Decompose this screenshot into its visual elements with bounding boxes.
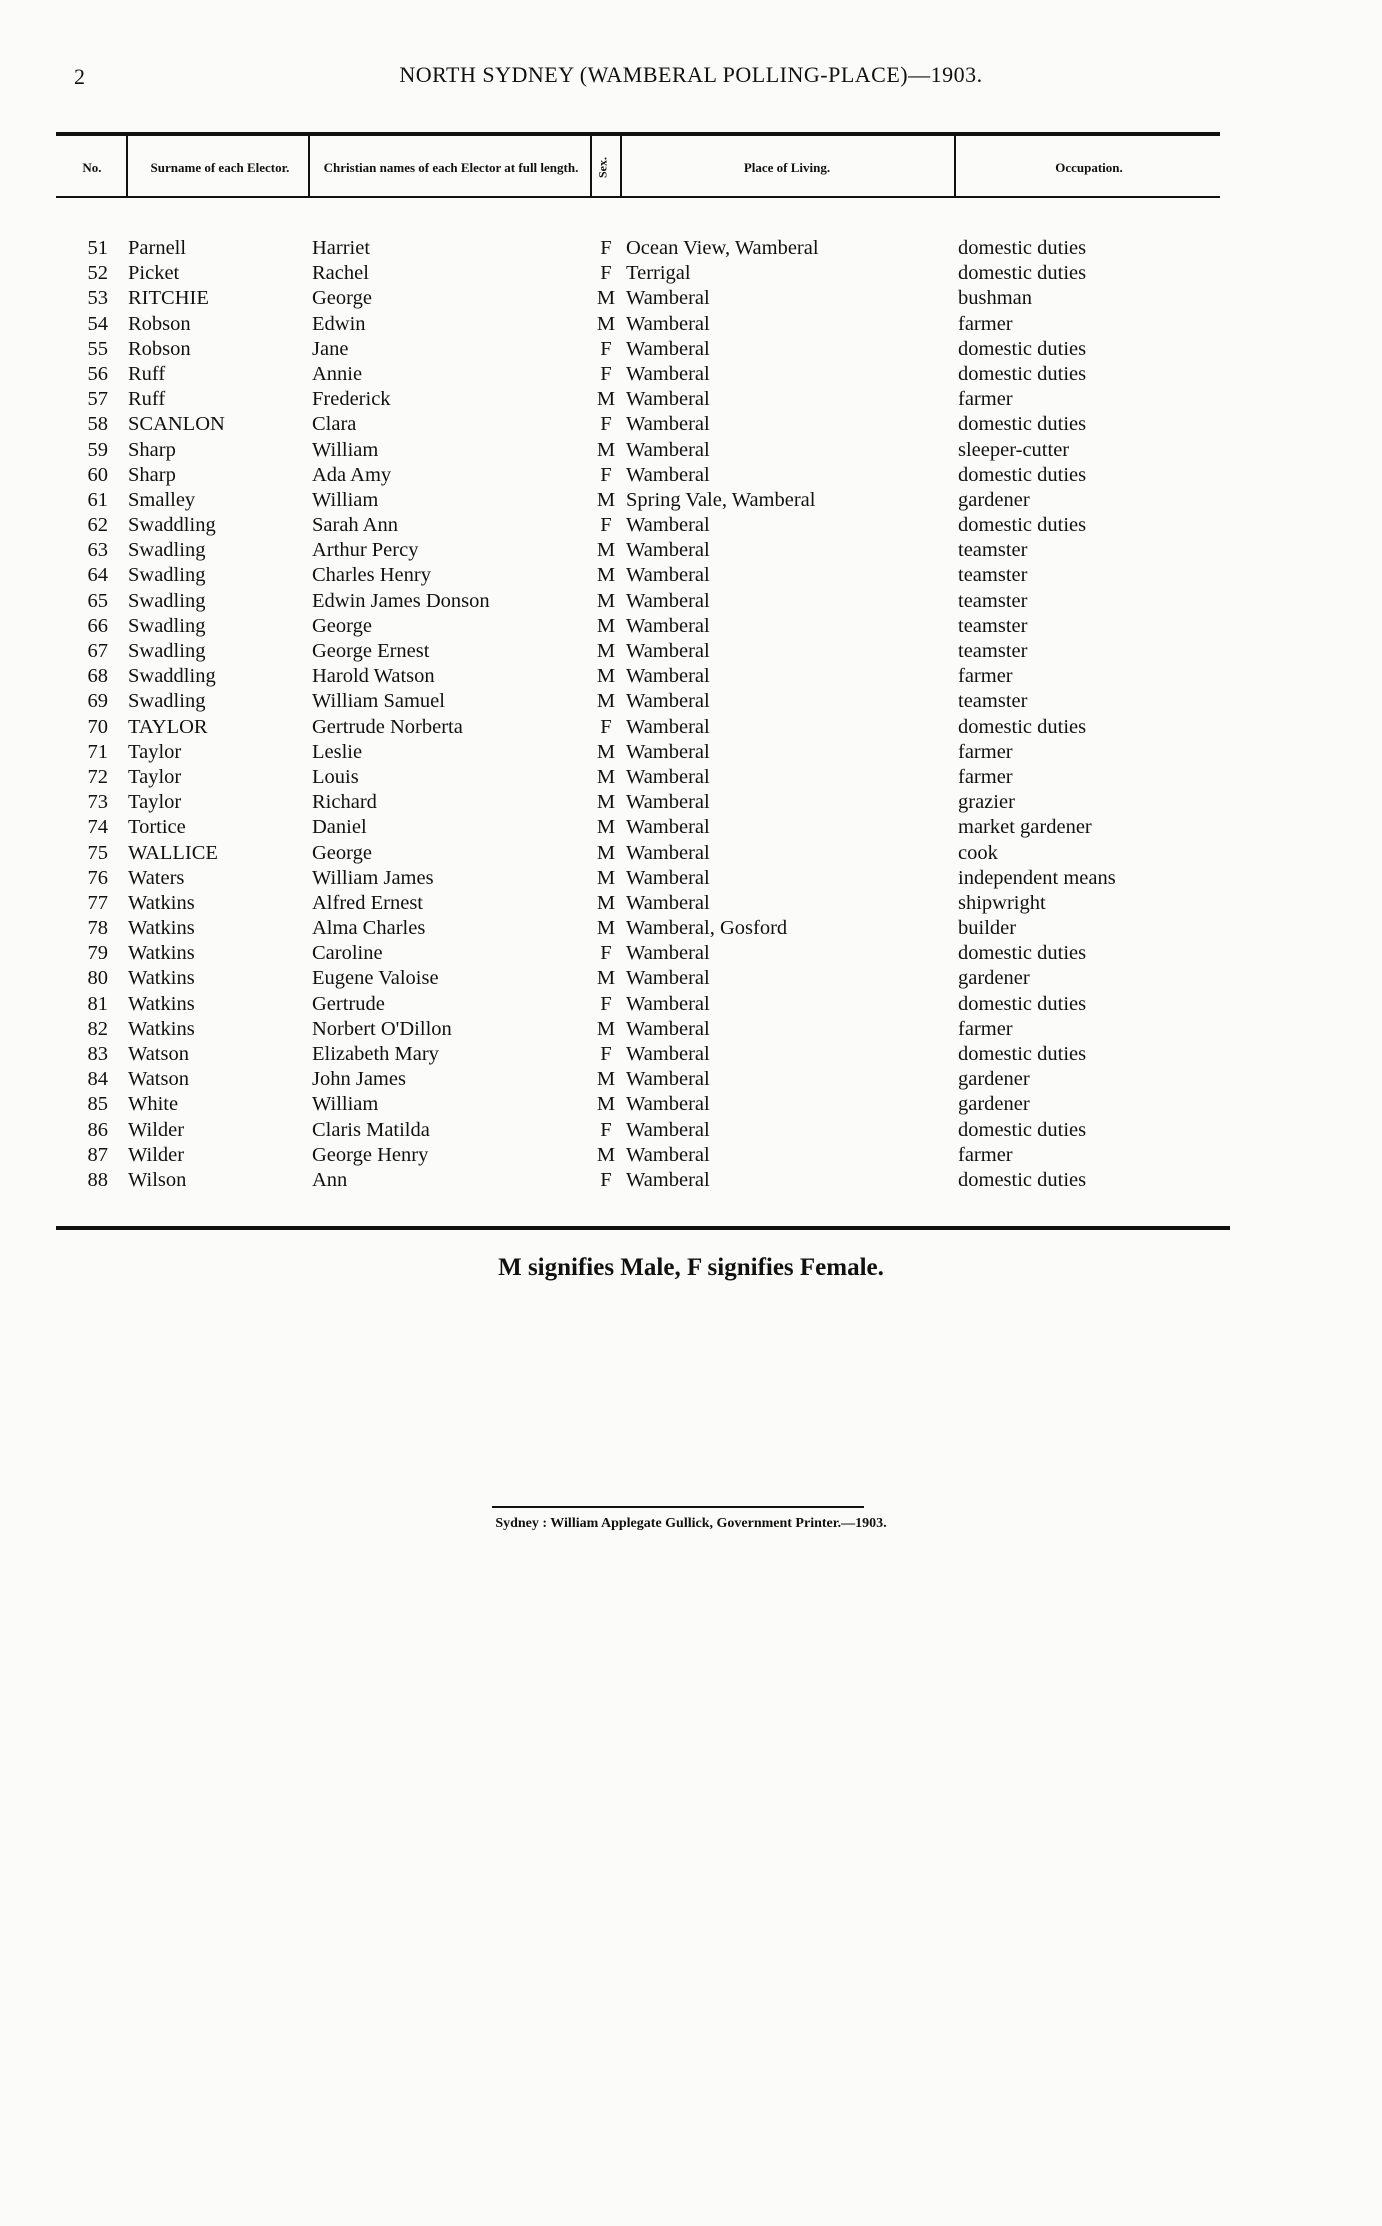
cell-no: 85	[87, 1093, 108, 1116]
cell-place: Wamberal	[626, 388, 710, 411]
cell-no: 82	[87, 1017, 108, 1040]
cell-occupation: gardener	[958, 967, 1030, 990]
cell-christian: George	[312, 287, 372, 310]
cell-christian: Harold Watson	[312, 665, 435, 688]
column-divider	[620, 134, 622, 198]
cell-no: 64	[87, 564, 108, 587]
cell-surname: WALLICE	[128, 841, 218, 864]
cell-christian: William	[312, 1093, 379, 1116]
cell-christian: William	[312, 438, 379, 461]
cell-occupation: independent means	[958, 866, 1116, 889]
table-row	[0, 614, 1382, 639]
cell-surname: Swadling	[128, 614, 206, 637]
table-row	[0, 715, 1382, 740]
cell-no: 53	[87, 287, 108, 310]
cell-christian: Daniel	[312, 816, 367, 839]
elector-list	[0, 236, 1382, 1193]
cell-occupation: domestic duties	[958, 514, 1087, 537]
cell-place: Ocean View, Wamberal	[626, 237, 819, 259]
table-row	[0, 1017, 1382, 1042]
cell-place: Wamberal	[626, 992, 710, 1015]
cell-place: Wamberal	[626, 640, 710, 662]
cell-no: 71	[87, 740, 108, 763]
table-row	[0, 765, 1382, 790]
cell-sex: M	[596, 614, 616, 637]
cell-surname: Swadling	[128, 640, 206, 662]
cell-no: 84	[87, 1068, 108, 1091]
cell-no: 67	[87, 640, 108, 662]
table-row	[0, 891, 1382, 916]
cell-surname: Taylor	[128, 791, 182, 814]
table-row	[0, 815, 1382, 840]
cell-sex: M	[596, 640, 616, 662]
cell-christian: Clara	[312, 413, 357, 436]
cell-christian: Leslie	[312, 740, 363, 763]
cell-sex: F	[600, 992, 612, 1015]
cell-occupation: gardener	[958, 488, 1030, 511]
cell-place: Wamberal	[626, 967, 710, 990]
cell-sex: F	[600, 1043, 612, 1065]
cell-no: 65	[87, 589, 108, 612]
cell-occupation: shipwright	[958, 891, 1046, 914]
cell-christian: Gertrude	[312, 992, 385, 1015]
cell-no: 68	[87, 665, 108, 688]
cell-christian: Elizabeth Mary	[312, 1043, 439, 1065]
cell-place: Wamberal	[626, 614, 710, 637]
cell-occupation: builder	[958, 917, 1017, 940]
cell-sex: M	[596, 1143, 616, 1166]
cell-occupation: bushman	[958, 287, 1033, 310]
table-row	[0, 916, 1382, 941]
cell-sex: M	[596, 1017, 616, 1040]
cell-sex: M	[596, 791, 616, 814]
table-row	[0, 941, 1382, 966]
cell-surname: Swaddling	[128, 665, 216, 688]
column-header-place: Place of Living.	[743, 159, 831, 175]
cell-occupation: domestic duties	[958, 1118, 1087, 1141]
cell-place: Wamberal	[626, 312, 710, 335]
cell-surname: Swaddling	[128, 514, 216, 537]
table-row	[0, 513, 1382, 538]
table-row	[0, 563, 1382, 588]
cell-occupation: market gardener	[958, 816, 1092, 839]
cell-no: 66	[87, 614, 108, 637]
cell-no: 59	[87, 438, 108, 461]
cell-surname: RITCHIE	[128, 287, 209, 310]
cell-surname: Watson	[128, 1043, 189, 1065]
cell-place: Wamberal	[626, 891, 710, 914]
table-row	[0, 337, 1382, 362]
cell-occupation: farmer	[958, 1017, 1013, 1040]
printer-rule	[492, 1506, 864, 1508]
cell-sex: M	[596, 388, 616, 411]
table-row	[0, 1143, 1382, 1168]
cell-place: Wamberal	[626, 690, 710, 713]
table-row	[0, 538, 1382, 563]
cell-sex: F	[600, 514, 612, 537]
cell-christian: Edwin	[312, 312, 366, 335]
cell-place: Wamberal	[626, 1017, 710, 1040]
table-row	[0, 236, 1382, 261]
cell-place: Wamberal	[626, 1068, 710, 1091]
cell-surname: Swadling	[128, 589, 206, 612]
cell-no: 81	[87, 992, 108, 1015]
cell-christian: Rachel	[312, 262, 369, 285]
cell-surname: Sharp	[128, 438, 176, 461]
table-row	[0, 866, 1382, 891]
table-row	[0, 438, 1382, 463]
cell-no: 77	[87, 891, 108, 914]
cell-place: Spring Vale, Wamberal	[626, 488, 816, 511]
cell-place: Wamberal	[626, 866, 710, 889]
cell-christian: Claris Matilda	[312, 1118, 430, 1141]
cell-no: 58	[87, 413, 108, 436]
table-row	[0, 664, 1382, 689]
column-divider	[308, 134, 310, 198]
cell-occupation: domestic duties	[958, 1168, 1087, 1191]
cell-sex: F	[600, 337, 612, 360]
cell-place: Wamberal	[626, 463, 710, 486]
cell-occupation: teamster	[958, 564, 1028, 587]
cell-sex: F	[600, 413, 612, 436]
table-row	[0, 689, 1382, 714]
column-header-sex: Sex.	[595, 157, 610, 179]
cell-no: 72	[87, 765, 108, 788]
cell-christian: Louis	[312, 765, 359, 788]
cell-surname: Tortice	[128, 816, 186, 839]
cell-no: 69	[87, 690, 108, 713]
cell-christian: Caroline	[312, 942, 383, 965]
cell-sex: M	[596, 765, 616, 788]
cell-occupation: domestic duties	[958, 237, 1087, 259]
cell-place: Wamberal	[626, 942, 710, 965]
column-header-surname: Surname of each Elector.	[150, 159, 290, 175]
cell-occupation: sleeper-cutter	[958, 438, 1070, 461]
cell-place: Wamberal	[626, 337, 710, 360]
cell-place: Wamberal	[626, 715, 710, 738]
cell-place: Wamberal	[626, 1168, 710, 1191]
cell-christian: Frederick	[312, 388, 391, 411]
cell-occupation: domestic duties	[958, 262, 1087, 285]
page-title: NORTH SYDNEY (WAMBERAL POLLING-PLACE)—1903.	[399, 62, 983, 87]
cell-sex: M	[596, 917, 616, 940]
cell-christian: John James	[312, 1068, 406, 1091]
table-row	[0, 312, 1382, 337]
cell-surname: Wilson	[128, 1168, 187, 1191]
cell-surname: Ruff	[128, 362, 166, 385]
cell-christian: Annie	[312, 362, 363, 385]
cell-christian: Gertrude Norberta	[312, 715, 463, 738]
table-row	[0, 841, 1382, 866]
cell-place: Wamberal	[626, 514, 710, 537]
table-top-rule	[56, 132, 1220, 136]
cell-christian: Ann	[312, 1168, 348, 1191]
cell-no: 55	[87, 337, 108, 360]
cell-no: 52	[87, 262, 108, 285]
cell-place: Wamberal	[626, 1043, 710, 1065]
cell-surname: Robson	[128, 337, 191, 360]
cell-christian: George	[312, 614, 372, 637]
cell-occupation: cook	[958, 841, 998, 864]
cell-christian: William Samuel	[312, 690, 445, 713]
cell-occupation: teamster	[958, 539, 1028, 562]
cell-place: Wamberal	[626, 564, 710, 587]
cell-surname: Picket	[128, 262, 180, 285]
cell-sex: F	[600, 1168, 612, 1191]
cell-occupation: gardener	[958, 1068, 1030, 1091]
column-header-no: No.	[82, 159, 102, 175]
column-divider	[954, 134, 956, 198]
cell-no: 87	[87, 1143, 108, 1166]
column-divider	[590, 134, 592, 198]
cell-surname: Wilder	[128, 1143, 185, 1166]
cell-sex: M	[596, 866, 616, 889]
table-row	[0, 387, 1382, 412]
cell-no: 75	[87, 841, 108, 864]
cell-place: Wamberal	[626, 1118, 710, 1141]
table-row	[0, 261, 1382, 286]
cell-sex: M	[596, 740, 616, 763]
cell-sex: M	[596, 690, 616, 713]
cell-christian: George Henry	[312, 1143, 429, 1166]
cell-sex: M	[596, 816, 616, 839]
cell-occupation: farmer	[958, 765, 1013, 788]
sex-legend: M signifies Male, F signifies Female.	[498, 1254, 884, 1281]
table-row	[0, 488, 1382, 513]
cell-christian: Arthur Percy	[312, 539, 419, 562]
cell-christian: Alma Charles	[312, 917, 426, 940]
cell-no: 61	[87, 488, 108, 511]
cell-occupation: domestic duties	[958, 992, 1087, 1015]
table-row	[0, 1118, 1382, 1143]
cell-christian: Edwin James Donson	[312, 589, 490, 612]
table-header-rule	[56, 196, 1220, 198]
cell-occupation: teamster	[958, 690, 1028, 713]
cell-sex: M	[596, 287, 616, 310]
cell-no: 57	[87, 388, 108, 411]
cell-no: 74	[87, 816, 108, 839]
cell-sex: M	[596, 1068, 616, 1091]
cell-no: 70	[87, 715, 108, 738]
cell-christian: Harriet	[312, 237, 371, 259]
cell-place: Wamberal	[626, 791, 710, 814]
cell-christian: Eugene Valoise	[312, 967, 439, 990]
cell-place: Wamberal	[626, 589, 710, 612]
cell-sex: M	[596, 564, 616, 587]
cell-sex: M	[596, 488, 616, 511]
cell-no: 62	[87, 514, 108, 537]
cell-surname: Taylor	[128, 740, 182, 763]
cell-place: Wamberal	[626, 1143, 710, 1166]
cell-sex: F	[600, 942, 612, 965]
cell-sex: M	[596, 967, 616, 990]
cell-christian: Sarah Ann	[312, 514, 398, 537]
cell-place: Wamberal	[626, 539, 710, 562]
cell-christian: William James	[312, 866, 434, 889]
cell-sex: F	[600, 362, 612, 385]
cell-surname: TAYLOR	[128, 715, 208, 738]
cell-no: 79	[87, 942, 108, 965]
cell-surname: Watkins	[128, 1017, 195, 1040]
table-bottom-rule	[56, 1226, 1230, 1230]
cell-no: 51	[87, 237, 108, 259]
cell-place: Wamberal	[626, 665, 710, 688]
cell-sex: M	[596, 841, 616, 864]
cell-surname: Robson	[128, 312, 191, 335]
cell-occupation: farmer	[958, 740, 1013, 763]
cell-surname: Swadling	[128, 690, 206, 713]
page-number: 2	[74, 64, 85, 89]
cell-christian: Richard	[312, 791, 377, 814]
cell-place: Wamberal	[626, 413, 710, 436]
cell-place: Wamberal	[626, 438, 710, 461]
cell-place: Wamberal	[626, 1093, 710, 1116]
printer-imprint: Sydney : William Applegate Gullick, Government Printer.—1903.	[495, 1516, 887, 1531]
table-row	[0, 992, 1382, 1017]
cell-sex: F	[600, 262, 612, 285]
cell-place: Wamberal	[626, 740, 710, 763]
cell-christian: Charles Henry	[312, 564, 431, 587]
cell-no: 88	[87, 1168, 108, 1191]
cell-occupation: domestic duties	[958, 1043, 1087, 1065]
table-row	[0, 1168, 1382, 1193]
cell-christian: William	[312, 488, 379, 511]
cell-surname: White	[128, 1093, 179, 1116]
table-row	[0, 286, 1382, 311]
table-row	[0, 412, 1382, 437]
table-row	[0, 1092, 1382, 1117]
cell-surname: Watkins	[128, 917, 195, 940]
cell-christian: Ada Amy	[312, 463, 392, 486]
cell-sex: M	[596, 539, 616, 562]
cell-christian: George	[312, 841, 372, 864]
cell-surname: SCANLON	[128, 413, 225, 436]
cell-sex: F	[600, 715, 612, 738]
cell-occupation: farmer	[958, 388, 1013, 411]
cell-occupation: farmer	[958, 665, 1013, 688]
cell-sex: M	[596, 312, 616, 335]
cell-occupation: domestic duties	[958, 362, 1087, 385]
cell-surname: Ruff	[128, 388, 166, 411]
cell-occupation: farmer	[958, 312, 1013, 335]
cell-surname: Waters	[128, 866, 185, 889]
table-row	[0, 790, 1382, 815]
cell-christian: George Ernest	[312, 640, 430, 662]
cell-no: 60	[87, 463, 108, 486]
cell-occupation: domestic duties	[958, 463, 1087, 486]
cell-occupation: teamster	[958, 614, 1028, 637]
cell-no: 80	[87, 967, 108, 990]
cell-surname: Swadling	[128, 564, 206, 587]
table-row	[0, 1067, 1382, 1092]
cell-no: 78	[87, 917, 108, 940]
table-row	[0, 639, 1382, 664]
table-row	[0, 463, 1382, 488]
cell-no: 54	[87, 312, 108, 335]
cell-surname: Watson	[128, 1068, 189, 1091]
cell-surname: Watkins	[128, 942, 195, 965]
table-row	[0, 362, 1382, 387]
cell-no: 56	[87, 362, 108, 385]
cell-surname: Smalley	[128, 488, 196, 511]
cell-sex: M	[596, 438, 616, 461]
cell-surname: Parnell	[128, 237, 187, 259]
cell-surname: Wilder	[128, 1118, 185, 1141]
cell-occupation: domestic duties	[958, 715, 1087, 738]
cell-surname: Swadling	[128, 539, 206, 562]
table-row	[0, 966, 1382, 991]
cell-no: 86	[87, 1118, 108, 1141]
cell-place: Wamberal	[626, 841, 710, 864]
cell-surname: Watkins	[128, 992, 195, 1015]
cell-place: Terrigal	[626, 262, 691, 285]
cell-sex: M	[596, 1093, 616, 1116]
cell-sex: F	[600, 463, 612, 486]
table-row	[0, 740, 1382, 765]
cell-sex: F	[600, 237, 612, 259]
cell-occupation: domestic duties	[958, 413, 1087, 436]
cell-occupation: teamster	[958, 640, 1028, 662]
table-row	[0, 589, 1382, 614]
cell-sex: M	[596, 891, 616, 914]
column-divider	[126, 134, 128, 198]
cell-surname: Watkins	[128, 967, 195, 990]
cell-place: Wamberal	[626, 362, 710, 385]
cell-christian: Norbert O'Dillon	[312, 1017, 452, 1040]
cell-occupation: grazier	[958, 791, 1015, 814]
cell-no: 73	[87, 791, 108, 814]
column-header-occupation: Occupation.	[1055, 159, 1123, 175]
cell-christian: Alfred Ernest	[312, 891, 423, 914]
cell-occupation: gardener	[958, 1093, 1030, 1116]
cell-occupation: farmer	[958, 1143, 1013, 1166]
cell-sex: M	[596, 665, 616, 688]
cell-place: Wamberal	[626, 287, 710, 310]
table-row	[0, 1042, 1382, 1067]
column-header-christian-names: Christian names of each Elector at full length.	[323, 159, 579, 175]
cell-place: Wamberal, Gosford	[626, 917, 788, 940]
cell-surname: Taylor	[128, 765, 182, 788]
cell-sex: M	[596, 589, 616, 612]
cell-no: 63	[87, 539, 108, 562]
cell-sex: F	[600, 1118, 612, 1141]
cell-surname: Watkins	[128, 891, 195, 914]
cell-christian: Jane	[312, 337, 349, 360]
cell-place: Wamberal	[626, 765, 710, 788]
cell-occupation: teamster	[958, 589, 1028, 612]
cell-occupation: domestic duties	[958, 337, 1087, 360]
cell-no: 76	[87, 866, 108, 889]
cell-surname: Sharp	[128, 463, 176, 486]
cell-occupation: domestic duties	[958, 942, 1087, 965]
cell-no: 83	[87, 1043, 108, 1065]
cell-place: Wamberal	[626, 816, 710, 839]
